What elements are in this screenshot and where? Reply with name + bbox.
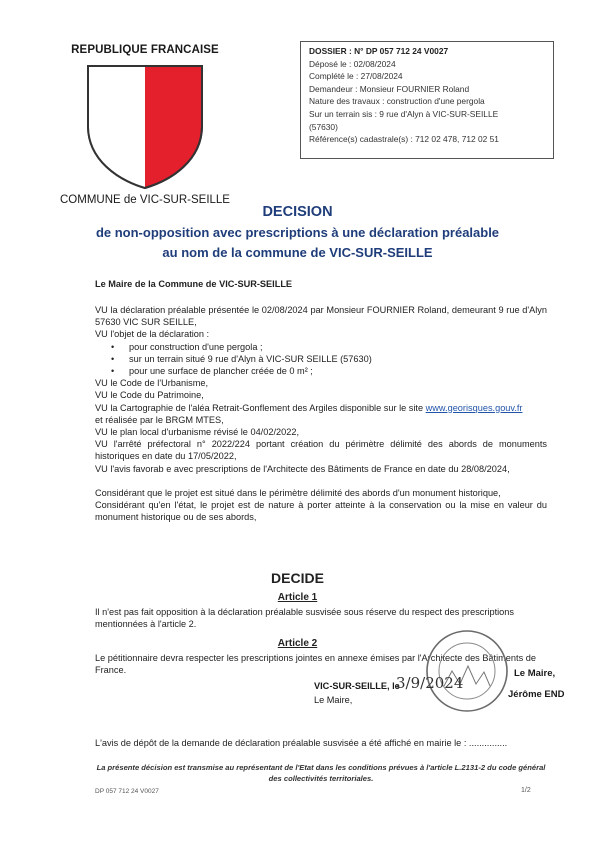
dossier-number: DOSSIER : N° DP 057 712 24 V0027 bbox=[309, 46, 449, 56]
works-nature: Nature des travaux : construction d'une pergola bbox=[309, 96, 485, 107]
georisques-link[interactable]: www.georisques.gouv.fr bbox=[425, 402, 523, 413]
vu-urbanisme: VU le Code de l'Urbanisme, bbox=[95, 378, 209, 389]
signature-date: 3/9/2024 bbox=[396, 674, 464, 692]
display-notice: L'avis de dépôt de la demande de déclaration préalable susvisée a été affiché en mairie le : ............... bbox=[95, 738, 508, 748]
commune-name: COMMUNE de VIC-SUR-SEILLE bbox=[60, 194, 230, 206]
mayor-title: Le Maire, bbox=[514, 668, 556, 679]
signature-place: VIC-SUR-SEILLE, le bbox=[314, 681, 400, 691]
mairie-stamp-icon bbox=[422, 626, 512, 716]
vu-objet: VU l'objet de la déclaration : bbox=[95, 329, 210, 340]
dossier-box bbox=[300, 41, 554, 159]
vu-declaration: VU la déclaration préalable présentée le 02/08/2024 par Monsieur FOURNIER Roland, demeurant 9 rue d'Alyn 57630 VIC SUR SEILLE, bbox=[95, 305, 547, 328]
visas-block bbox=[95, 304, 547, 523]
cadastral-refs: Référence(s) cadastrale(s) : 712 02 478, 712 02 51 bbox=[309, 134, 499, 145]
vu-arrete: VU l'arrêté préfectoral n° 2022/224 portant création du périmètre délimité des abords de monuments historiques en date du 17/05/2022, bbox=[95, 439, 547, 462]
decision-subtitle-2: au nom de la commune de VIC-SUR-SEILLE bbox=[162, 245, 433, 260]
footer-dossier-id: DP 057 712 24 V0027 bbox=[95, 788, 159, 795]
list-item: • sur un terrain situé 9 rue d'Alyn à VIC-SUR SEILLE (57630) bbox=[95, 353, 547, 365]
vu-cartographie bbox=[95, 402, 547, 414]
land-location: Sur un terrain sis : 9 rue d'Alyn à VIC-SUR-SEILLE bbox=[309, 108, 499, 119]
coat-of-arms-icon bbox=[86, 64, 204, 190]
mayor-name: Jérôme END bbox=[508, 689, 565, 700]
article-2-title: Article 2 bbox=[277, 638, 318, 649]
mayor-heading: Le Maire de la Commune de VIC-SUR-SEILLE bbox=[95, 279, 293, 289]
article-2-text: Le pétitionnaire devra respecter les prescriptions jointes en annexe émises par l'Architecte des Bâtiments de France. bbox=[95, 653, 536, 676]
decision-title: DECISION bbox=[262, 204, 333, 220]
vu-plu: VU le plan local d'urbanisme révisé le 04/02/2022, bbox=[95, 427, 300, 438]
deposit-date: Déposé le : 02/08/2024 bbox=[309, 58, 396, 69]
considerant-1: Considérant que le projet est situé dans le périmètre délimité des abords d'un monument historique, bbox=[95, 487, 501, 498]
vu-carto-text: VU la Cartographie de l'aléa Retrait-Gonflement des Argiles disponible sur le site bbox=[95, 402, 426, 413]
complete-date: Complété le : 27/08/2024 bbox=[309, 71, 403, 82]
article-1-text: Il n'est pas fait opposition à la déclaration préalable susvisée sous réserve du respect des prescriptions mentionnées à l'article 2. bbox=[95, 607, 514, 630]
object-list bbox=[95, 341, 547, 378]
signature-role: Le Maire, bbox=[314, 695, 353, 705]
commune-header bbox=[50, 44, 240, 206]
vu-avis-abf: VU l'avis favorab e avec prescriptions de l'Architecte des Bâtiments de France en date du 28/08/2024, bbox=[95, 463, 510, 474]
list-item: • pour une surface de plancher créée de 0 m² ; bbox=[95, 365, 547, 377]
vu-patrimoine: VU le Code du Patrimoine, bbox=[95, 390, 204, 401]
article-1-title: Article 1 bbox=[277, 592, 318, 603]
applicant: Demandeur : Monsieur FOURNIER Roland bbox=[309, 83, 470, 94]
republic-title: REPUBLIQUE FRANCAISE bbox=[71, 44, 219, 56]
legal-footer-note: La présente décision est transmise au représentant de l'Etat dans les conditions prévues à l'article L.2131-2 du code général des collectivités territoriales. bbox=[96, 763, 546, 783]
decide-heading: DECIDE bbox=[271, 570, 324, 586]
vu-carto-author: et réalisée par le BRGM MTES, bbox=[95, 414, 224, 425]
land-postcode: (57630) bbox=[309, 121, 338, 132]
page-number: 1/2 bbox=[521, 787, 531, 794]
decision-subtitle: de non-opposition avec prescriptions à une déclaration préalable bbox=[95, 225, 500, 240]
considerant-2: Considérant qu'en l'état, le projet est de nature à porter atteinte à la conservation ou la mise en valeur du monument historique ou de ses abords, bbox=[95, 500, 547, 523]
list-item: • pour construction d'une pergola ; bbox=[95, 341, 547, 353]
